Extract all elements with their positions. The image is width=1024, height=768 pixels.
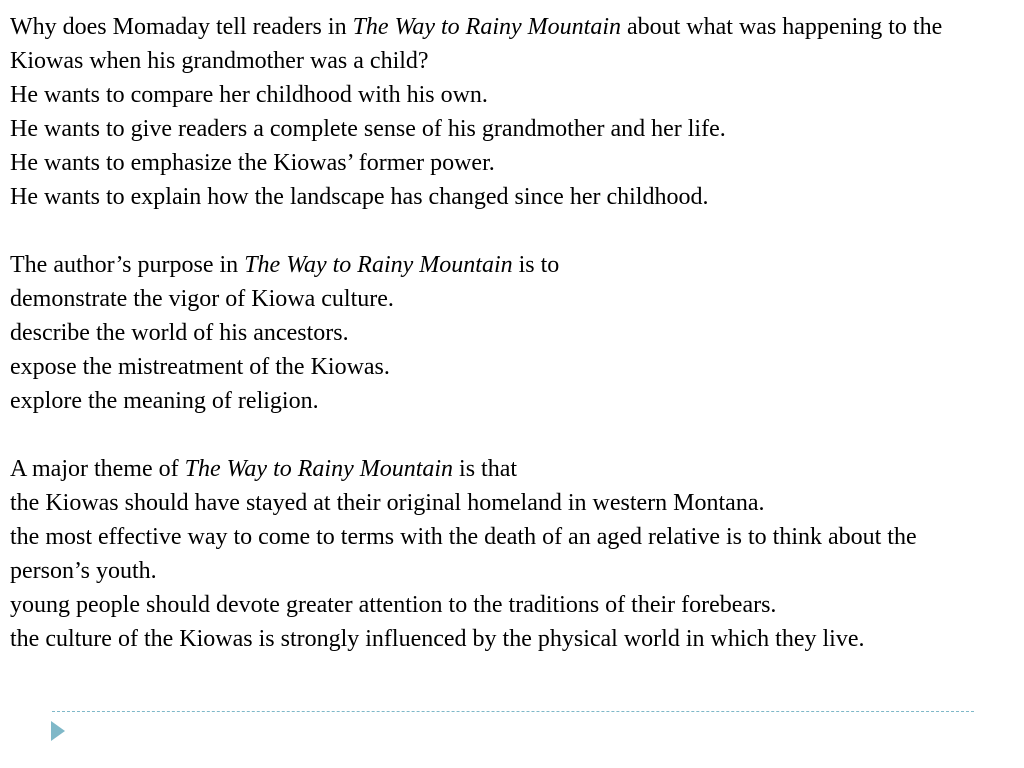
question-3-book-title: The Way to Rainy Mountain bbox=[184, 456, 454, 482]
question-2-option-2: describe the world of his ancestors. bbox=[10, 320, 349, 346]
slide-content bbox=[10, 10, 1000, 656]
question-2-prompt-after: is to bbox=[512, 252, 560, 278]
question-1-book-title: The Way to Rainy Mountain bbox=[352, 14, 621, 40]
question-1-prompt-after: about what was happening to the Kiowas when his grandmother was a child? bbox=[10, 14, 943, 74]
question-3-prompt bbox=[10, 452, 1000, 486]
question-3-prompt-after: is that bbox=[453, 456, 518, 482]
question-3-option-2: the most effective way to come to terms with the death of an aged relative is to think about the person’s youth. bbox=[10, 524, 917, 584]
question-3-option-4: the culture of the Kiowas is strongly influenced by the physical world in which they live. bbox=[10, 626, 865, 652]
question-3-option-1: the Kiowas should have stayed at their original homeland in western Montana. bbox=[10, 490, 765, 516]
question-1-option-1: He wants to compare her childhood with his own. bbox=[10, 82, 488, 108]
question-1-option-2: He wants to give readers a complete sense of his grandmother and her life. bbox=[10, 116, 726, 142]
spacer bbox=[10, 418, 1000, 452]
spacer bbox=[10, 214, 1000, 248]
question-2-option-3: expose the mistreatment of the Kiowas. bbox=[10, 354, 390, 380]
question-2-book-title: The Way to Rainy Mountain bbox=[244, 252, 513, 278]
question-2-prompt bbox=[10, 248, 1000, 282]
question-3-prompt-before: A major theme of bbox=[10, 456, 185, 482]
triangle-bullet-icon bbox=[51, 721, 65, 741]
footer-divider bbox=[52, 711, 974, 712]
question-1-option-4: He wants to explain how the landscape has changed since her childhood. bbox=[10, 184, 709, 210]
question-1-prompt-before: Why does Momaday tell readers in bbox=[10, 14, 353, 40]
question-2-option-1: demonstrate the vigor of Kiowa culture. bbox=[10, 286, 394, 312]
question-3-option-3: young people should devote greater attention to the traditions of their forebears. bbox=[10, 592, 777, 618]
question-2-prompt-before: The author’s purpose in bbox=[10, 252, 245, 278]
question-1-prompt bbox=[10, 10, 1000, 78]
question-2-option-4: explore the meaning of religion. bbox=[10, 388, 319, 414]
question-1-option-3: He wants to emphasize the Kiowas’ former power. bbox=[10, 150, 495, 176]
